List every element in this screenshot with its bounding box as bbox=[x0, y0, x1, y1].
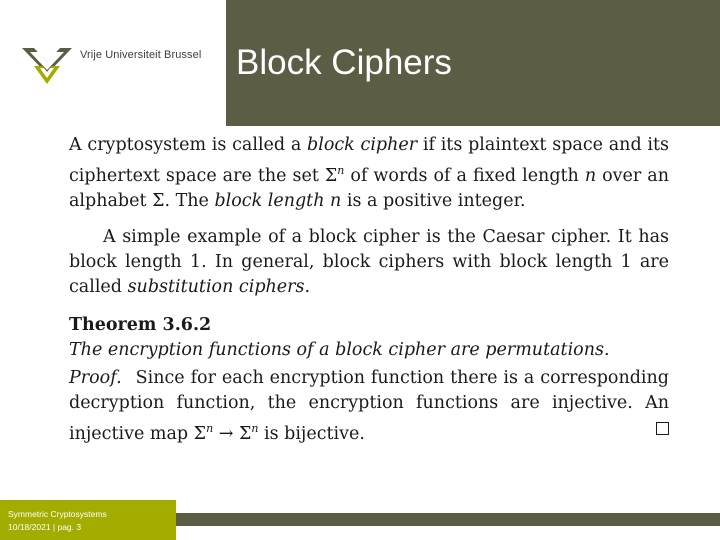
footer-bar bbox=[176, 513, 720, 526]
title-bar bbox=[226, 0, 720, 126]
example-paragraph: A simple example of a block cipher is the Caesar cipher. It has block length 1. In general, block ciphers with block length 1 are called substitution ciphers. bbox=[69, 226, 669, 297]
definition-paragraph: A cryptosystem is called a block cipher if its plaintext space and its ciphertext space are the set $\Sigma^n$ of words of a fixed length n over an alphabet Σ. The block length n is a positive integer. bbox=[69, 135, 670, 211]
footer-topic: Symmetric Cryptosystems bbox=[8, 509, 107, 519]
vub-logo-icon bbox=[20, 44, 74, 88]
slide-title: Block Ciphers bbox=[236, 43, 452, 82]
footer-label-box bbox=[0, 500, 176, 540]
qed-square-icon bbox=[656, 422, 669, 435]
theorem-title: Theorem 3.6.2 bbox=[69, 314, 212, 335]
theorem-statement: The encryption functions of a block cipher are permutations. bbox=[69, 339, 610, 360]
footer-date-page: 10/18/2021 | pag. 3 bbox=[8, 522, 82, 532]
proof-paragraph: Proof. Since for each encryption function there is a corresponding decryption function, the encryption functions are injective. An injective map $\Sigma^n \to \Sigma^n$ is bijective. bbox=[69, 367, 669, 444]
university-name: Vrije Universiteit Brussel bbox=[80, 49, 202, 61]
logo-area bbox=[0, 0, 226, 126]
slide-content bbox=[69, 133, 669, 447]
